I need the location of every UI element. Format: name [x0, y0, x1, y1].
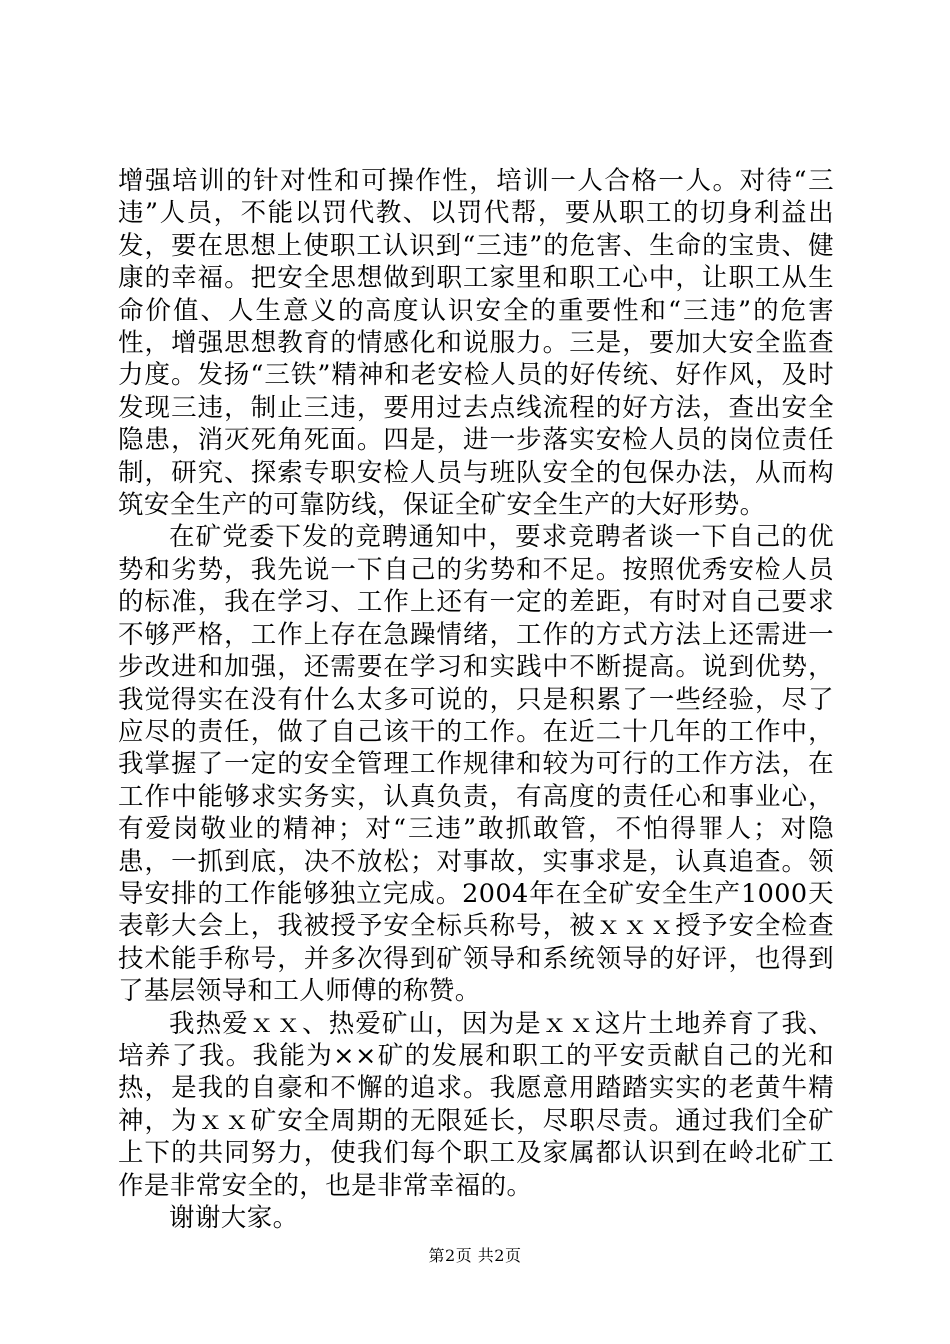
paragraph-love-of-mine: 我热爱ｘｘ、热爱矿山，因为是ｘｘ这片土地养育了我、培养了我。我能为××矿的发展和职工的平安贡献自己的光和热，是我的自豪和不懈的追求。我愿意用踏踏实实的老黄牛精神，为ｘｘ矿安全周期的无限延长，尽职尽责。通过我们全矿上下的共同努力，使我们每个职工及家属都认识到在岭北矿工作是非常安全的，也是非常幸福的。: [118, 1008, 834, 1201]
paragraph-thanks: 谢谢大家。: [169, 1203, 299, 1233]
paragraph-continued: 增强培训的针对性和可操作性，培训一人合格一人。对待“三违”人员，不能以罚代教、以罚代帮，要从职工的切身利益出发，要在思想上使职工认识到“三违”的危害、生命的宝贵、健康的幸福。把安全思想做到职工家里和职工心中，让职工从生命价值、人生意义的高度认识安全的重要性和“三违”的危害性，增强思想教育的情感化和说服力。三是，要加大安全监查力度。发扬“三铁”精神和老安检人员的好传统、好作风，及时发现三违，制止三违，要用过去点线流程的好方法，查出安全隐患，消灭死角死面。四是，进一步落实安检人员的岗位责任制，研究、探索专职安检人员与班队安全的包保办法，从而构筑安全生产的可靠防线，保证全矿安全生产的大好形势。: [118, 166, 834, 521]
document-body: [118, 165, 834, 1234]
paragraph-strengths-weaknesses: 在矿党委下发的竞聘通知中，要求竞聘者谈一下自己的优势和劣势，我先说一下自己的劣势和不足。按照优秀安检人员的标准，我在学习、工作上还有一定的差距，有时对自己要求不够严格，工作上存在急躁情绪，工作的方式方法上还需进一步改进和加强，还需要在学习和实践中不断提高。说到优势，我觉得实在没有什么太多可说的，只是积累了一些经验，尽了应尽的责任，做了自己该干的工作。在近二十几年的工作中，我掌握了一定的安全管理工作规律和较为可行的工作方法，在工作中能够求实务实，认真负责，有高度的责任心和事业心，有爱岗敬业的精神；对“三违”敢抓敢管，不怕得罪人；对隐患，一抓到底，决不放松；对事故，实事求是，认真追查。领导安排的工作能够独立完成。2004年在全矿安全生产1000天表彰大会上，我被授予安全标兵称号，被ｘｘｘ授予安全检查技术能手称号，并多次得到矿领导和系统领导的好评，也得到了基层领导和工人师傅的称赞。: [118, 522, 834, 1007]
page-number-footer: 第2页 共2页: [428, 1246, 522, 1265]
